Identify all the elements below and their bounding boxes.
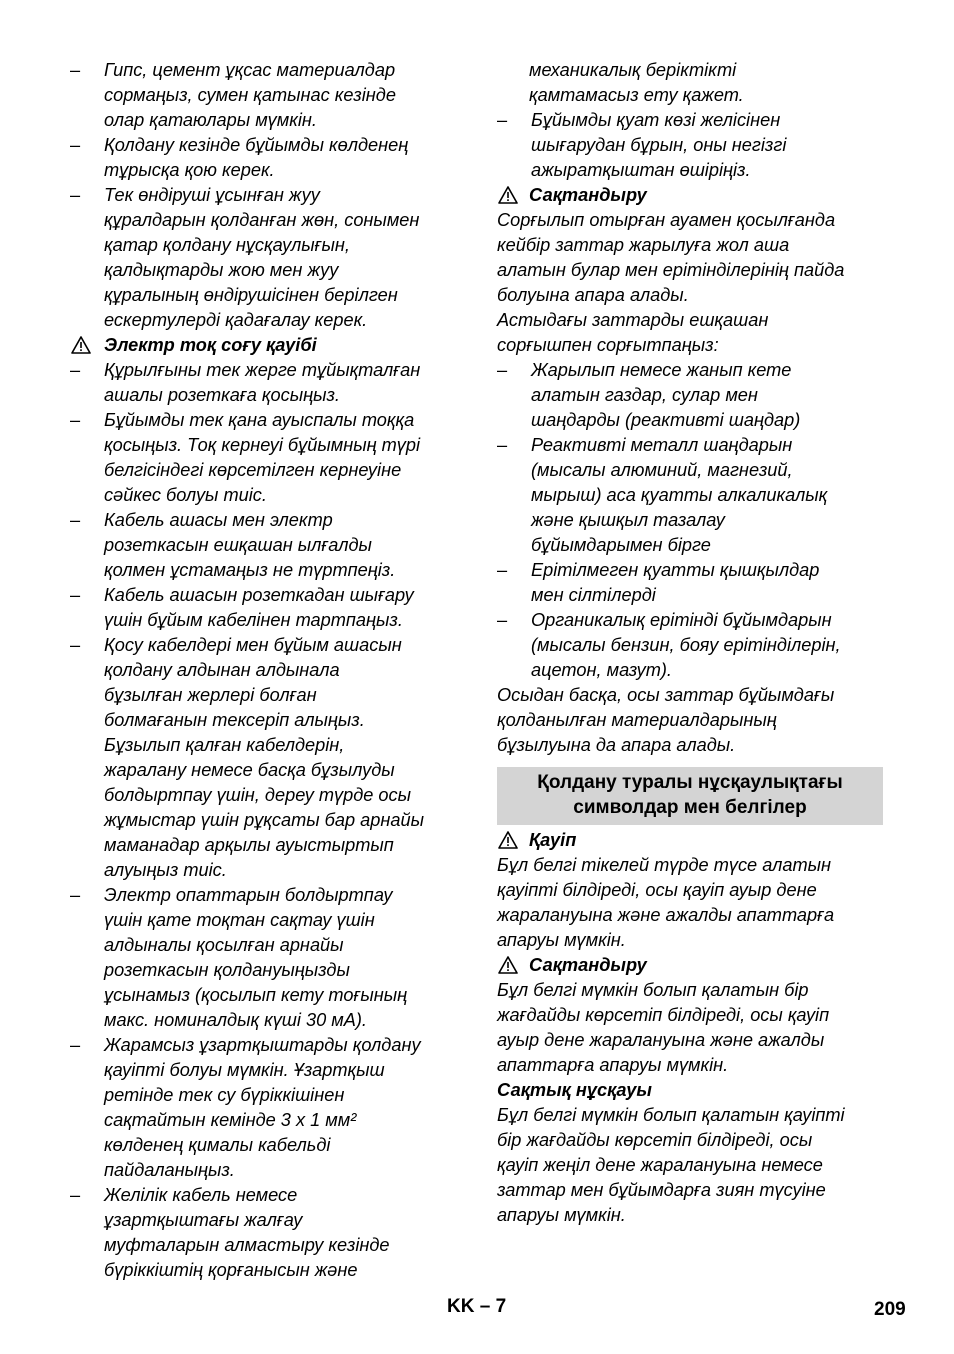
text-line: бір жағдайды көрсетіп білдіреді, осы <box>497 1130 813 1150</box>
text-line: кейбір заттар жарылуға жол аша <box>497 235 790 255</box>
text-line: қолданылған материалдарының <box>497 710 777 730</box>
caution-paragraph <box>497 208 889 358</box>
list-item-line: Кабель ашасы мен электр <box>104 510 333 530</box>
list-item-line: Кабель ашасын розеткадан шығару <box>104 585 414 605</box>
caution-heading <box>497 183 889 208</box>
list-dash-marker: – <box>497 110 508 130</box>
list-item <box>497 608 889 683</box>
list-item-line: шығарудан бұрын, оны негізгі <box>531 135 787 155</box>
list-dash-marker: – <box>70 360 81 380</box>
text-line: қамтамасыз ету қажет. <box>529 85 744 105</box>
section-title-line-2: символдар мен белгілер <box>573 797 807 818</box>
list-item-line: розеткасын ешқашан ылғалды <box>104 535 372 555</box>
text-line: апаттарға апаруы мүмкін. <box>497 1055 729 1075</box>
footer-page-number: 209 <box>874 1299 906 1320</box>
list-item-line: қалдықтарды жою мен жуу <box>104 260 339 280</box>
list-item-line: қауіпті болуы мүмкін. Ұзартқыш <box>104 1060 385 1080</box>
list-item-line: ретінде тек су бүріккішінен <box>104 1085 345 1105</box>
list-item-line: олар қатаюлары мүмкін. <box>104 110 317 130</box>
list-item-line: Қолдану кезінде бұйымды көлденең <box>104 135 409 155</box>
list-item-line: бұйымдарымен бірге <box>531 535 711 555</box>
list-item-line: ашалы розеткаға қосыңыз. <box>104 385 340 405</box>
danger-heading-text: Қауіп <box>529 830 577 850</box>
list-item-line: Бұзылып қалған кабелдерін, <box>104 735 345 755</box>
text-line: сорғышпен сорғытпаңыз: <box>497 335 719 355</box>
list-item-line: сақтайтын кемінде 3 x 1 мм² <box>104 1110 357 1130</box>
list-item-line: Органикалық ерітінді бұйымдарын <box>531 610 832 630</box>
list-item <box>70 358 462 408</box>
list-item-line: мырыш) аса қуатты алкаликалық <box>531 485 828 505</box>
danger-heading <box>497 828 889 853</box>
list-item-line: және қышқыл тазалау <box>531 510 725 530</box>
list-item-line: Қосу кабелдері мен бұйым ашасын <box>104 635 402 655</box>
text-line: Астыдағы заттарды ешқашан <box>497 310 769 330</box>
note-paragraph <box>497 1103 889 1228</box>
list-item-line: Желілік кабель немесе <box>104 1185 298 1205</box>
list-item-line: ацетон, мазут). <box>531 660 672 680</box>
list-dash-marker: – <box>497 560 508 580</box>
list-item-line: құралдарын қолданған жөн, сонымен <box>104 210 420 230</box>
list-item <box>497 558 889 608</box>
list-item-line: муфталарын алмастыру кезінде <box>104 1235 390 1255</box>
list-item <box>497 108 889 183</box>
list-item-line: Жарамсыз ұзартқыштарды қолдану <box>104 1035 421 1055</box>
list-item <box>70 133 462 183</box>
list-dash-marker: – <box>70 585 81 605</box>
list-item-line: тұрысқа қою керек. <box>104 160 275 180</box>
right-list-a <box>497 108 889 183</box>
left-list-b <box>70 358 462 1283</box>
list-item <box>70 1033 462 1183</box>
list-item-line: ескертулерді қадағалау керек. <box>104 310 368 330</box>
list-dash-marker: – <box>70 1035 81 1055</box>
text-line: алатын булар мен ерітінділерінің пайда <box>497 260 845 280</box>
list-dash-marker: – <box>497 435 508 455</box>
list-item-line: Ерітілмеген қуатты қышқылдар <box>531 560 820 580</box>
footer-language-code: KK – 7 <box>447 1296 507 1317</box>
list-item-line: Гипс, цемент ұқсас материалдар <box>104 60 396 80</box>
text-line: апаруы мүмкін. <box>497 930 626 950</box>
list-dash-marker: – <box>497 610 508 630</box>
text-line: Бұл белгі мүмкін болып қалатын бір <box>497 980 809 1000</box>
text-line: Осыдан басқа, осы заттар бұйымдағы <box>497 685 835 705</box>
list-item-line: шаңдарды (реактивті шаңдар) <box>531 410 801 430</box>
list-item-line: пайдаланыңыз. <box>104 1160 235 1180</box>
list-item-line: макс. номиналдық күші 30 мА). <box>104 1010 367 1030</box>
list-item-line: қолдану алдынан алдынала <box>104 660 340 680</box>
electric-shock-warning-heading <box>70 333 462 358</box>
danger-paragraph <box>497 853 889 953</box>
list-dash-marker: – <box>70 60 81 80</box>
caution2-heading-text: Сақтандыру <box>529 955 647 975</box>
list-item-line: құралының өндірушісінен берілген <box>104 285 398 305</box>
list-dash-marker: – <box>497 360 508 380</box>
list-dash-marker: – <box>70 635 81 655</box>
text-line: ауыр дене жаралануына және ажалды <box>497 1030 825 1050</box>
list-item-line: үшін қате тоқтан сақтау үшін <box>104 910 375 930</box>
text-line: Бұл белгі тікелей түрде түсе алатын <box>497 855 832 875</box>
text-line: жағдайды көрсетіп білдіреді, осы қауіп <box>497 1005 830 1025</box>
warning-triangle-icon <box>498 956 518 974</box>
text-line: болуына апара алады. <box>497 285 689 305</box>
list-item-line: алдыналы қосылған арнайы <box>104 935 344 955</box>
list-item-line: розеткасын қолдануыңызды <box>104 960 350 980</box>
list-item-line: Жарылып немесе жанып кете <box>531 360 792 380</box>
list-item-line: сормаңыз, сумен қатынас кезінде <box>104 85 396 105</box>
list-item <box>70 183 462 333</box>
after-list-paragraph <box>497 683 889 758</box>
list-item-line: болдыртпау үшін, дереу түрде осы <box>104 785 412 805</box>
list-item-line: Бұйымды тек қана ауыспалы тоққа <box>104 410 415 430</box>
text-line: қауіпті білдіреді, осы қауіп ауыр дене <box>497 880 817 900</box>
section-title-line-1: Қолдану туралы нұсқаулықтағы <box>537 772 843 793</box>
warning-triangle-icon <box>71 336 91 354</box>
list-item-line: (мысалы алюминий, магнезий, <box>531 460 793 480</box>
list-item-line: ұзартқыштағы жалғау <box>104 1210 303 1230</box>
warning-triangle-icon <box>498 831 518 849</box>
caution2-heading <box>497 953 889 978</box>
list-item <box>70 408 462 508</box>
list-dash-marker: – <box>70 185 81 205</box>
text-line: заттар мен бұйымдарға зиян түсуіне <box>497 1180 826 1200</box>
list-item <box>70 883 462 1033</box>
list-item-line: мен сілтілерді <box>531 585 656 605</box>
list-item-line: (мысалы бензин, бояу ерітінділерін, <box>531 635 841 655</box>
list-item-line: Реактивті металл шаңдарын <box>531 435 793 455</box>
list-item-line: қолмен ұстамаңыз не түртпеңіз. <box>104 560 396 580</box>
list-dash-marker: – <box>70 510 81 530</box>
text-line: Бұл белгі мүмкін болып қалатын қауіпті <box>497 1105 845 1125</box>
list-dash-marker: – <box>70 135 81 155</box>
left-column <box>70 58 462 1283</box>
list-item-line: жұмыстар үшін рұқсаты бар арнайы <box>104 810 425 830</box>
list-item-line: алуыңыз тиіс. <box>104 860 227 880</box>
list-item-line: қосыңыз. Тоқ кернеуі бұйымның түрі <box>104 435 421 455</box>
section-title-box <box>497 767 883 825</box>
list-item-line: болмағанын тексеріп алыңыз. <box>104 710 365 730</box>
list-item-line: ұсынамыз (қосылып кету тоғының <box>104 985 408 1005</box>
list-item-line: бүріккіштің қорғанысын және <box>104 1260 358 1280</box>
caution-heading-text: Сақтандыру <box>529 185 647 205</box>
list-item-line: ажыратқыштан өшіріңіз. <box>531 160 751 180</box>
text-line: механикалық беріктікті <box>529 60 737 80</box>
list-item-line: Құрылғыны тек жерге тұйықталған <box>104 360 421 380</box>
list-dash-marker: – <box>70 885 81 905</box>
text-line: апаруы мүмкін. <box>497 1205 626 1225</box>
left-list-a <box>70 58 462 333</box>
list-item-line: Электр опаттарын болдыртпау <box>104 885 393 905</box>
list-item-line: алатын газдар, сулар мен <box>531 385 758 405</box>
list-item-line: үшін бұйым кабелінен тартпаңыз. <box>104 610 403 630</box>
text-line: Сорғылып отырған ауамен қосылғанда <box>497 210 836 230</box>
right-column <box>497 58 889 1228</box>
note-heading: Сақтық нұсқауы <box>497 1080 652 1100</box>
list-item-line: белгісіндегі көрсетілген кернеуіне <box>104 460 402 480</box>
text-line: қауіп жеңіл дене жаралануына немесе <box>497 1155 823 1175</box>
list-item <box>497 433 889 558</box>
list-item-line: жаралану немесе басқа бұзылуды <box>104 760 395 780</box>
list-item <box>70 508 462 583</box>
list-item-line: Тек өндіруші ұсынған жуу <box>104 185 320 205</box>
list-item <box>70 633 462 883</box>
right-list-b <box>497 358 889 683</box>
list-item-line: көлденең қималы кабельді <box>104 1135 331 1155</box>
caution2-paragraph <box>497 978 889 1078</box>
warning-heading-text: Электр тоқ соғу қауібі <box>104 335 317 355</box>
text-line: бұзылуына да апара алады. <box>497 735 736 755</box>
list-item <box>70 1183 462 1283</box>
text-line: жаралануына және ажалды апаттарға <box>497 905 835 925</box>
list-item <box>70 583 462 633</box>
continued-item-text <box>497 58 889 108</box>
list-item <box>497 358 889 433</box>
list-item-line: сәйкес болуы тиіс. <box>104 485 267 505</box>
list-item-line: бұзылған жерлері болған <box>104 685 317 705</box>
list-item-line: қатар қолдану нұсқаулығын, <box>104 235 350 255</box>
list-dash-marker: – <box>70 1185 81 1205</box>
list-item-line: маманадар арқылы ауыстыртып <box>104 835 394 855</box>
warning-triangle-icon <box>498 186 518 204</box>
list-item <box>70 58 462 133</box>
list-item-line: Бұйымды қуат көзі желісінен <box>531 110 781 130</box>
list-dash-marker: – <box>70 410 81 430</box>
